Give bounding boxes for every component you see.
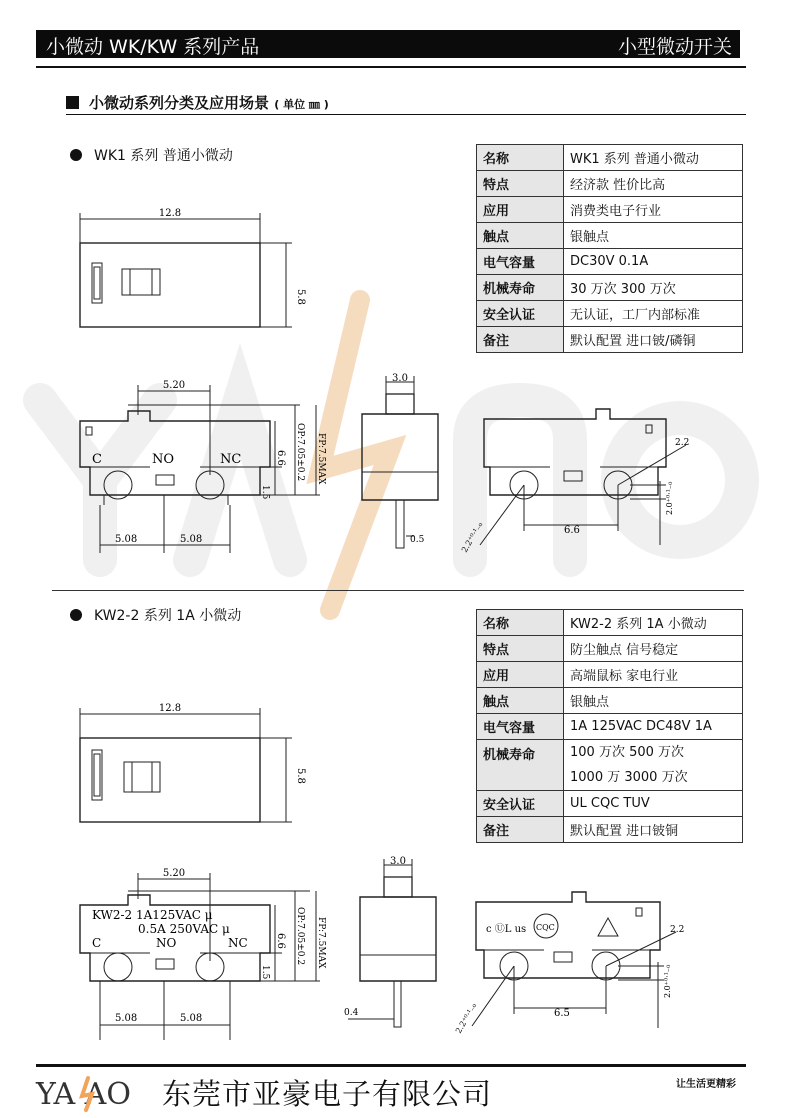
- spec-value: 银触点: [564, 688, 743, 714]
- bullet-dot-icon: [70, 609, 82, 621]
- series-heading-wk1: [70, 145, 233, 165]
- table-row: [477, 714, 743, 740]
- dim-fp: FP:7.5MAX: [316, 917, 326, 969]
- dim-pin-1: 5.08: [115, 534, 138, 545]
- marking-line-1: KW2-2 1A125VAC μ: [92, 908, 213, 922]
- spec-key: 电气容量: [477, 249, 564, 275]
- table-row: [477, 275, 743, 301]
- spec-value: 默认配置 进口铍/磷铜: [564, 327, 743, 353]
- spec-key: 备注: [477, 327, 564, 353]
- spec-value: 默认配置 进口铍铜: [564, 817, 743, 843]
- spec-value: [564, 740, 743, 791]
- dim-side-pin: 0.4: [344, 1008, 359, 1018]
- series-name: KW2-2 系列 1A 小微动: [94, 608, 242, 624]
- spec-key: 安全认证: [477, 791, 564, 817]
- spec-table-kw2: [476, 609, 743, 843]
- footer-divider: [36, 1064, 746, 1067]
- section-title: [66, 92, 329, 113]
- section-title-text: 小微动系列分类及应用场景: [89, 94, 270, 112]
- dim-height-66: 6.6: [275, 450, 286, 466]
- bullet-dot-icon: [70, 149, 82, 161]
- table-row: [477, 740, 743, 791]
- dim-side-width: 3.0: [392, 373, 408, 384]
- section-unit: ( 单位 ㎜ ): [274, 98, 329, 111]
- logo-text: YA AO: [36, 1077, 131, 1112]
- dim-back-66: 6.6: [564, 525, 580, 536]
- dim-back-22: 2.2: [675, 438, 690, 448]
- section-divider: [66, 114, 746, 115]
- dim-top-width: 12.8: [158, 208, 182, 219]
- company-slogan: 让生活更精彩: [676, 1079, 736, 1090]
- spec-key: 特点: [477, 636, 564, 662]
- dim-back-hole: 2.2⁺⁰·¹₋₀: [459, 520, 485, 554]
- dim-pitch-co: 5.20: [162, 380, 186, 391]
- spec-key: 名称: [477, 610, 564, 636]
- spec-key: 名称: [477, 145, 564, 171]
- side-view-drawing-wk1: [350, 372, 450, 552]
- spec-value-line: 1000 万 3000 万次: [570, 770, 688, 785]
- series-heading-kw2: [70, 605, 241, 625]
- square-bullet-icon: [66, 96, 79, 109]
- series-name: WK1 系列 普通小微动: [94, 148, 233, 164]
- spec-key: 机械寿命: [477, 740, 564, 791]
- spec-key: 备注: [477, 817, 564, 843]
- terminal-no-label: NO: [152, 452, 175, 467]
- dim-back-20: 2.0⁺⁰·¹₋₀: [663, 964, 672, 998]
- header-right-title: 小型微动开关: [617, 36, 732, 58]
- header-divider: [36, 66, 746, 68]
- spec-key: 应用: [477, 662, 564, 688]
- company-name: 东莞市亚豪电子有限公司: [162, 1077, 493, 1111]
- terminal-nc-label: NC: [220, 452, 242, 467]
- back-view-drawing-wk1: [460, 395, 700, 560]
- dim-height-66: 6.6: [275, 933, 286, 949]
- terminal-c-label: C: [92, 936, 102, 950]
- spec-value: 经济款 性价比高: [564, 171, 743, 197]
- dim-pitch-co: 5.20: [162, 868, 186, 879]
- dim-height-15: 1.5: [260, 485, 270, 500]
- table-row: [477, 791, 743, 817]
- spec-value: WK1 系列 普通小微动: [564, 145, 743, 171]
- table-row: [477, 197, 743, 223]
- spec-value: KW2-2 系列 1A 小微动: [564, 610, 743, 636]
- series-divider: [52, 590, 744, 591]
- terminal-nc-label: NC: [228, 936, 248, 950]
- dim-height-15: 1.5: [260, 965, 270, 980]
- dim-top-height: 5.8: [295, 768, 306, 784]
- spec-value: 防尘触点 信号稳定: [564, 636, 743, 662]
- terminal-no-label: NO: [156, 936, 177, 950]
- dim-op: OP:7.05±0.2: [295, 907, 305, 966]
- dim-pin-2: 5.08: [180, 1013, 203, 1024]
- table-row: [477, 636, 743, 662]
- spec-value: 银触点: [564, 223, 743, 249]
- spec-key: 触点: [477, 688, 564, 714]
- back-view-drawing-kw2: [453, 880, 700, 1045]
- dim-back-hole: 2.2⁺⁰·¹₋₀: [453, 1001, 479, 1035]
- spec-key: 电气容量: [477, 714, 564, 740]
- dim-op: OP:7.05±0.2: [295, 423, 305, 482]
- spec-value: 消费类电子行业: [564, 197, 743, 223]
- spec-key: 安全认证: [477, 301, 564, 327]
- front-view-drawing-wk1: [70, 375, 340, 555]
- dim-back-22: 2.2: [670, 925, 685, 935]
- dim-side-pin: 0.5: [410, 535, 425, 545]
- table-row: [477, 662, 743, 688]
- spec-value: 1A 125VAC DC48V 1A: [564, 714, 743, 740]
- dim-back-20: 2.0⁺⁰·¹₋₀: [665, 481, 674, 515]
- header-bar: [36, 30, 740, 58]
- spec-value-line: 100 万次 500 万次: [570, 745, 685, 760]
- table-row: [477, 301, 743, 327]
- table-row: [477, 223, 743, 249]
- table-row: [477, 327, 743, 353]
- spec-key: 应用: [477, 197, 564, 223]
- dim-side-width: 3.0: [390, 856, 406, 867]
- side-view-drawing-kw2: [338, 855, 448, 1035]
- table-row: [477, 610, 743, 636]
- front-view-drawing-kw2: [70, 865, 340, 1050]
- spec-table-wk1: [476, 144, 743, 353]
- dim-pin-1: 5.08: [115, 1013, 138, 1024]
- dim-back-66: 6.5: [554, 1008, 570, 1019]
- spec-key: 触点: [477, 223, 564, 249]
- table-row: [477, 249, 743, 275]
- spec-value: 高端鼠标 家电行业: [564, 662, 743, 688]
- table-row: [477, 145, 743, 171]
- table-row: [477, 171, 743, 197]
- spec-key: 特点: [477, 171, 564, 197]
- spec-key: 机械寿命: [477, 275, 564, 301]
- dim-top-width: 12.8: [158, 703, 182, 714]
- dim-top-height: 5.8: [295, 289, 306, 305]
- table-row: [477, 688, 743, 714]
- top-view-drawing-kw2: [70, 700, 310, 830]
- marking-line-2: 0.5A 250VAC μ: [138, 922, 230, 936]
- top-view-drawing-wk1: [70, 205, 310, 335]
- spec-value: 30 万次 300 万次: [564, 275, 743, 301]
- cert-cqc-mark: CQC: [536, 923, 555, 932]
- dim-pin-2: 5.08: [180, 534, 203, 545]
- cert-ul-mark: c ⓊL us: [486, 924, 527, 935]
- spec-value: 无认证，工厂内部标准: [564, 301, 743, 327]
- spec-value: UL CQC TUV: [564, 791, 743, 817]
- table-row: [477, 817, 743, 843]
- company-logo: [36, 1072, 156, 1112]
- terminal-c-label: C: [92, 452, 102, 467]
- spec-value: DC30V 0.1A: [564, 249, 743, 275]
- header-left-title: 小微动 WK/KW 系列产品: [46, 36, 260, 58]
- dim-fp: FP:7.5MAX: [316, 433, 326, 485]
